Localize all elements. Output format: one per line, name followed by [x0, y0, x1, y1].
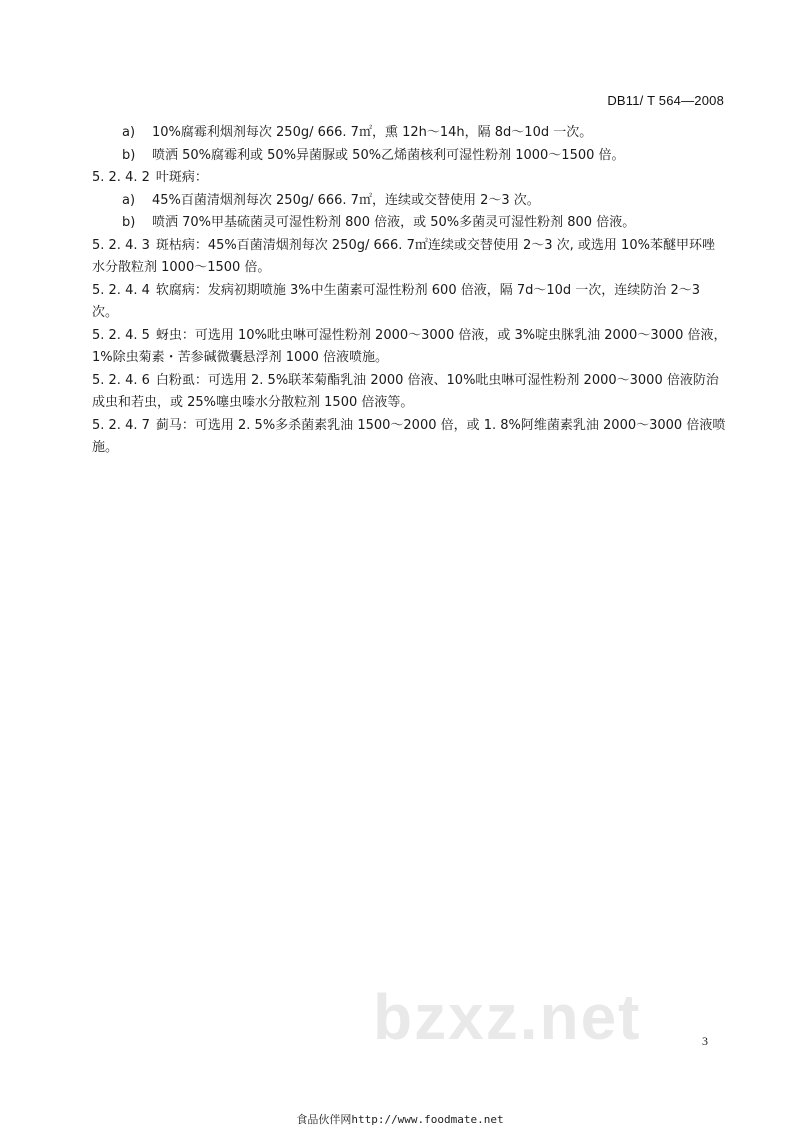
footer-url: http://www.foodmate.net [351, 1113, 504, 1126]
footer-site-name: 食品伙伴网 [296, 1113, 352, 1126]
list-marker: b) [122, 147, 136, 163]
watermark: bzxz.net [373, 981, 642, 1053]
clause-text-line-2: 次。 [92, 305, 119, 320]
clause-text-line-2: 1%除虫菊素・苦参碱微囊悬浮剂 1000 倍液喷施。 [92, 350, 388, 365]
clause-number: 5. 2. 4. 2 [92, 170, 150, 185]
list-marker: b) [122, 215, 136, 230]
clause-5-2-4-2 [92, 167, 728, 190]
clause-text-line-2: 水分散粒剂 1000～1500 倍。 [92, 260, 271, 275]
list-item-2b [92, 212, 728, 235]
clause-number: 5. 2. 4. 5 [92, 327, 150, 343]
list-item-1a [92, 122, 728, 145]
clause-number: 5. 2. 4. 3 [92, 237, 150, 253]
clause-text-line-1: 蓟马：可选用 2. 5%多杀菌素乳油 1500～2000 倍，或 1. 8%阿维菌素乳油 2000～3000 倍液喷 [155, 417, 726, 433]
clause-number: 5. 2. 4. 6 [92, 372, 150, 388]
list-marker: a) [122, 192, 136, 208]
list-item-1b [92, 145, 728, 168]
list-item-text: 喷洒 50%腐霉利或 50%异菌脲或 50%乙烯菌核利可湿性粉剂 1000～1500 倍。 [152, 147, 625, 163]
page-number: 3 [702, 1034, 708, 1048]
list-item-text: 10%腐霉利烟剂每次 250g/ 666. 7㎡，熏 12h～14h，隔 8d～10d 一次。 [152, 125, 593, 140]
clause-number: 5. 2. 4. 4 [92, 282, 150, 298]
list-item-text: 45%百菌清烟剂每次 250g/ 666. 7㎡，连续或交替使用 2～3 次。 [152, 192, 540, 208]
clause-text-line-1: 蚜虫：可选用 10%吡虫啉可湿性粉剂 2000～3000 倍液，或 3%啶虫脒乳油 2000～3000 倍液， [155, 327, 727, 343]
clause-text-line-1: 软腐病：发病初期喷施 3%中生菌素可湿性粉剂 600 倍液，隔 7d～10d 一次，连续防治 2～3 [155, 282, 700, 298]
clause-5-2-4-5 [92, 325, 728, 370]
list-marker: a) [122, 125, 136, 140]
clause-5-2-4-7 [92, 415, 728, 460]
list-item-text: 喷洒 70%甲基硫菌灵可湿性粉剂 800 倍液，或 50%多菌灵可湿性粉剂 800 倍液。 [152, 215, 636, 230]
clause-5-2-4-3 [92, 235, 728, 280]
clause-number: 5. 2. 4. 7 [92, 417, 150, 433]
clause-text-line-1: 斑枯病：45%百菌清烟剂每次 250g/ 666. 7㎡连续或交替使用 2～3 次, 或选用 10%苯醚甲环唑 [155, 237, 715, 253]
clause-5-2-4-6 [92, 370, 728, 415]
clause-text-line-2: 成虫和若虫，或 25%噻虫嗪水分散粒剂 1500 倍液等。 [92, 395, 414, 410]
clause-5-2-4-4 [92, 280, 728, 325]
document-body [92, 122, 728, 460]
clause-text-line-2: 施。 [92, 440, 119, 455]
list-item-2a [92, 190, 728, 213]
footer [0, 1111, 800, 1127]
clause-text-line-1: 白粉虱：可选用 2. 5%联苯菊酯乳油 2000 倍液、10%吡虫啉可湿性粉剂 2000～3000 倍液防治 [155, 372, 719, 388]
document-code: DB11/ T 564—2008 [607, 93, 724, 108]
clause-text: 叶斑病： [155, 170, 208, 185]
